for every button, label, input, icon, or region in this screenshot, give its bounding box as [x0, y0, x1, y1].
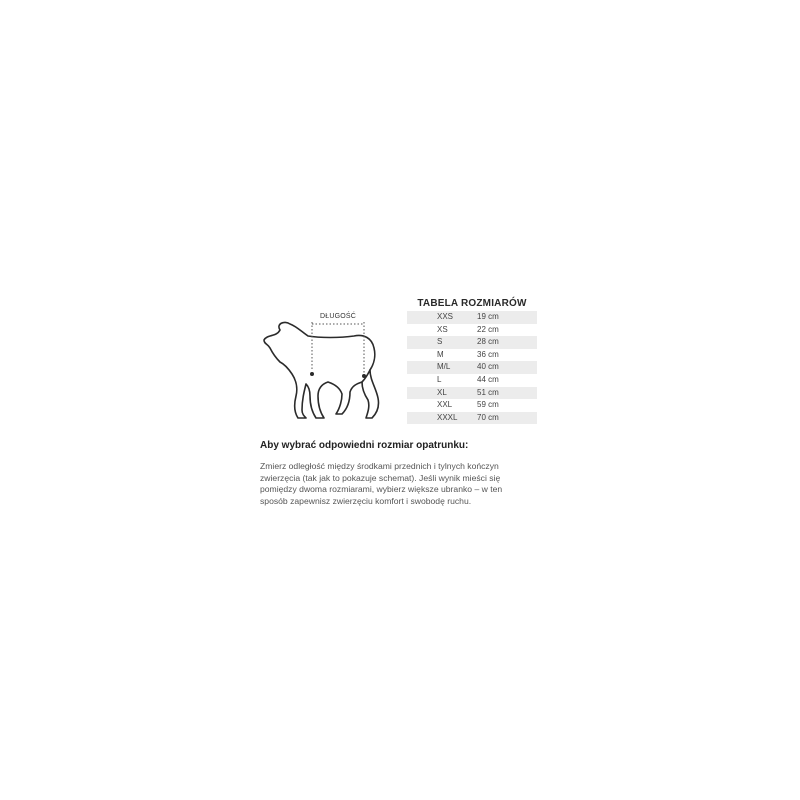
- instructions-line: pomiędzy dwoma rozmiarami, wybierz większe ubranko – w ten: [260, 484, 503, 495]
- size-cell: S: [437, 337, 443, 347]
- table-row: [407, 387, 537, 400]
- table-row: [407, 311, 537, 324]
- instructions-line: Zmierz odległość między środkami przednich i tylnych kończyn: [260, 461, 499, 471]
- value-cell: 22 cm: [477, 324, 499, 334]
- length-label: DŁUGOŚĆ: [320, 313, 357, 320]
- instructions-line: sposób zapewnisz zwierzęciu komfort i swobodę ruchu.: [260, 495, 472, 506]
- table-row: [407, 399, 537, 412]
- table-row: [407, 374, 537, 387]
- value-cell: 51 cm: [477, 387, 499, 397]
- size-cell: L: [437, 374, 442, 384]
- size-cell: M/L: [437, 362, 451, 372]
- size-table-title: TABELA ROZMIARÓW: [417, 298, 527, 309]
- value-cell: 70 cm: [477, 412, 499, 422]
- table-row: [407, 412, 537, 425]
- size-cell: XS: [437, 324, 448, 334]
- instructions-body: [260, 461, 550, 507]
- size-cell: XXL: [437, 400, 453, 410]
- value-cell: 40 cm: [477, 362, 499, 372]
- value-cell: 44 cm: [477, 374, 499, 384]
- size-table: [407, 297, 537, 424]
- value-cell: 19 cm: [477, 312, 499, 321]
- size-cell: XXS: [437, 312, 454, 321]
- instructions-heading: Aby wybrać odpowiedni rozmiar opatrunku:: [260, 440, 469, 451]
- table-row: [407, 361, 537, 374]
- size-cell: XXXL: [437, 412, 458, 422]
- value-cell: 36 cm: [477, 349, 499, 359]
- table-row: [407, 349, 537, 362]
- size-cell: XL: [437, 387, 447, 397]
- dog-measurement-diagram: [258, 308, 394, 428]
- dog-silhouette-icon: [258, 308, 394, 428]
- table-row: [407, 324, 537, 337]
- instructions-line: zwierzęcia (tak jak to pokazuje schemat). Jeśli wynik mieści się: [260, 472, 501, 483]
- table-row: [407, 336, 537, 349]
- size-cell: M: [437, 349, 444, 359]
- value-cell: 59 cm: [477, 400, 499, 410]
- size-table-rows: [407, 311, 537, 424]
- value-cell: 28 cm: [477, 337, 499, 347]
